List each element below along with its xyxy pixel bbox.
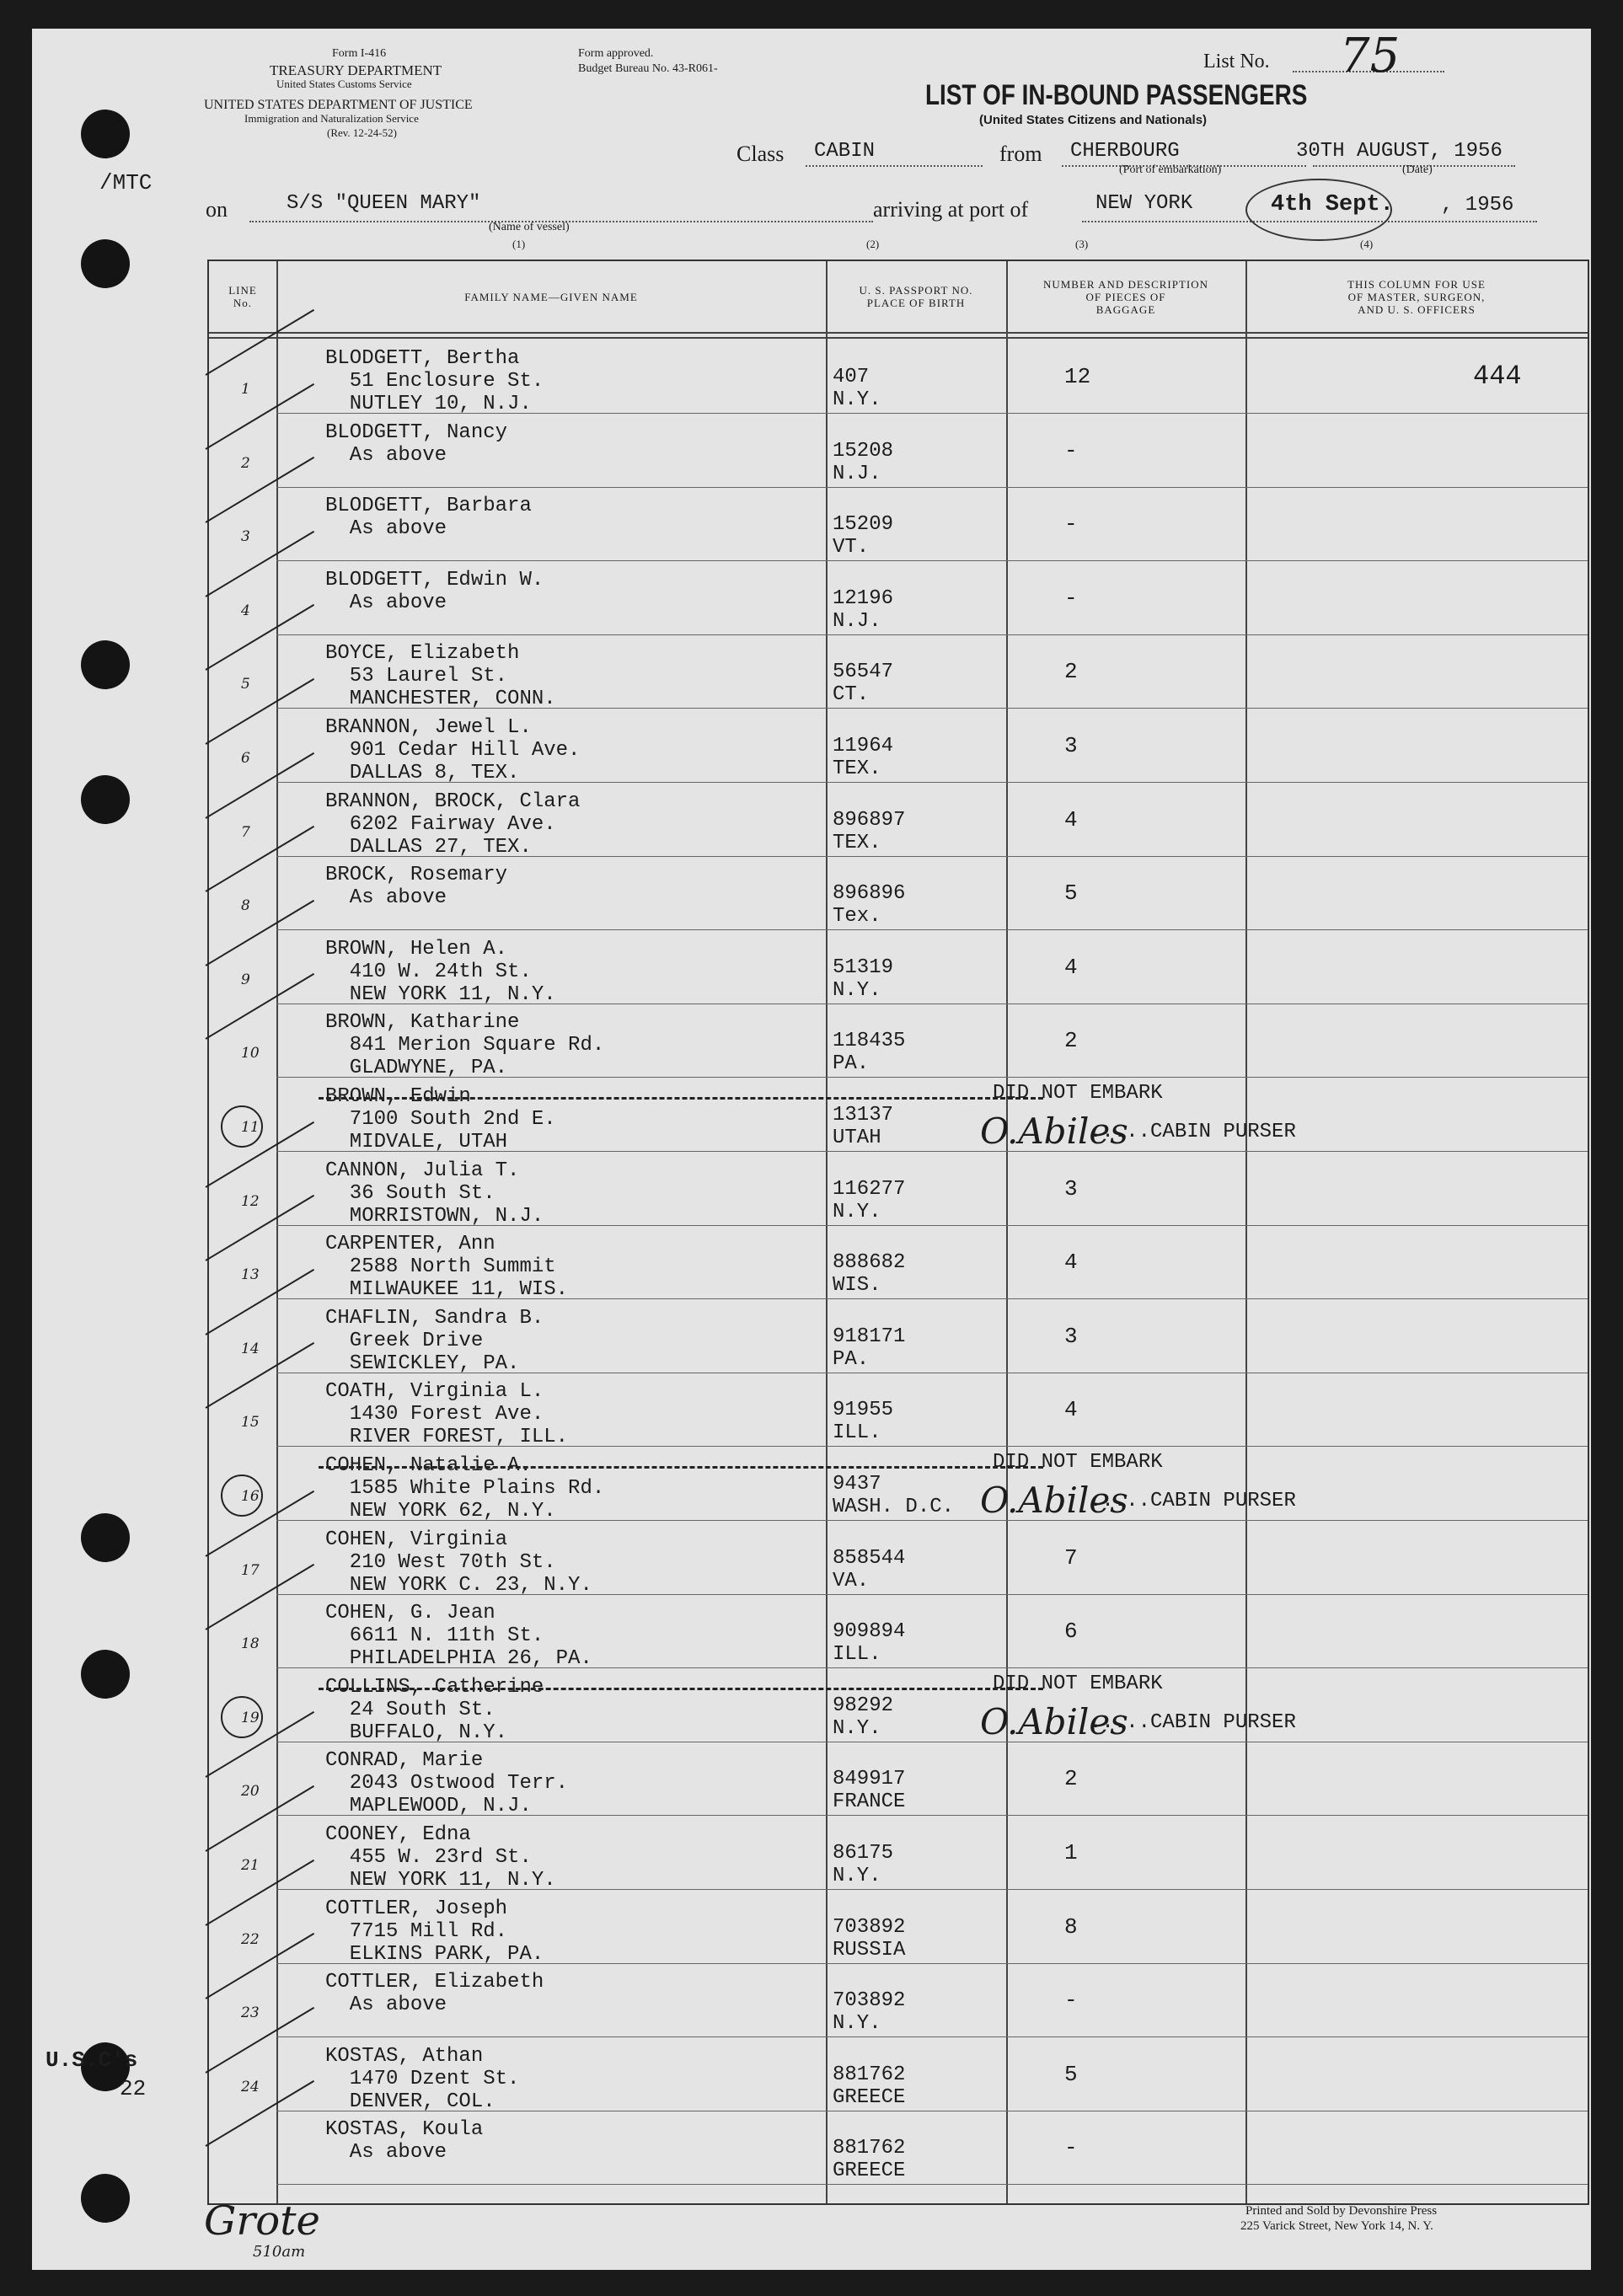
passenger-name: CONRAD, Marie 2043 Ostwood Terr. MAPLEWOOD, N.J. bbox=[325, 1749, 569, 1818]
table-row bbox=[209, 1891, 1588, 1964]
line-number: 23 bbox=[241, 2004, 260, 2022]
table-row bbox=[209, 1226, 1588, 1302]
line-number: 22 bbox=[241, 1930, 260, 1948]
port-value: NEW YORK bbox=[1095, 192, 1193, 215]
passenger-name: COHEN, Natalie A. 1585 White Plains Rd. NEW YORK 62, N.Y. bbox=[325, 1454, 605, 1523]
passport-birthplace: 12196 N.J. bbox=[833, 586, 894, 633]
purser-signature: O.Abiles bbox=[980, 1700, 1128, 1742]
line-number: 16 bbox=[241, 1488, 260, 1505]
passenger-name: BRANNON, BROCK, Clara 6202 Fairway Ave. DALLAS 27, TEX. bbox=[325, 789, 581, 859]
passport-birthplace: 896896 Tex. bbox=[833, 882, 906, 929]
passport-birthplace: 15208 N.J. bbox=[833, 439, 894, 485]
punch-hole bbox=[81, 110, 130, 158]
punch-hole bbox=[81, 239, 130, 288]
passport-birthplace: 9437 WASH. D.C. bbox=[833, 1473, 955, 1518]
class-value: CABIN bbox=[814, 140, 876, 163]
passenger-name: COTTLER, Joseph 7715 Mill Rd. ELKINS PARK, PA. bbox=[325, 1897, 544, 1966]
passport-birthplace: 13137 UTAH bbox=[833, 1104, 894, 1149]
baggage-count: 6 bbox=[1064, 1619, 1078, 1645]
table-row bbox=[209, 709, 1588, 783]
baggage-count: 3 bbox=[1064, 733, 1078, 758]
strike-line bbox=[319, 1097, 1043, 1100]
page-subtitle: (United States Citizens and Nationals) bbox=[979, 113, 1208, 127]
line-number: 12 bbox=[241, 1192, 260, 1210]
passenger-name: BOYCE, Elizabeth 53 Laurel St. MANCHESTER, CONN. bbox=[325, 642, 556, 711]
customs-service: United States Customs Service bbox=[276, 78, 412, 90]
line-number: 8 bbox=[241, 897, 250, 915]
passenger-name: BLODGETT, Barbara As above bbox=[325, 495, 532, 541]
passport-birthplace: 116277 N.Y. bbox=[833, 1177, 906, 1223]
justice-dept: UNITED STATES DEPARTMENT OF JUSTICE bbox=[204, 98, 473, 112]
table-row bbox=[209, 931, 1588, 1004]
table-row bbox=[209, 488, 1588, 561]
table-row bbox=[209, 1742, 1588, 1816]
table-row bbox=[209, 1669, 1588, 1742]
passport-birthplace: 881762 GREECE bbox=[833, 2137, 906, 2183]
line-number: 7 bbox=[241, 823, 250, 841]
table-row bbox=[209, 415, 1588, 488]
table-row bbox=[209, 1817, 1588, 1890]
passenger-name: KOSTAS, Koula As above bbox=[325, 2118, 484, 2165]
line-number: 19 bbox=[241, 1709, 260, 1726]
passport-birthplace: 918171 PA. bbox=[833, 1325, 906, 1371]
line-number: 11 bbox=[241, 1119, 260, 1136]
vessel-caption: (Name of vessel) bbox=[489, 221, 570, 233]
line-number: 15 bbox=[241, 1414, 260, 1432]
table-row bbox=[209, 2038, 1588, 2111]
purser-signature: O.Abiles bbox=[980, 1111, 1128, 1152]
passenger-name: COTTLER, Elizabeth As above bbox=[325, 1971, 544, 2017]
purser-signature: O.Abiles bbox=[980, 1480, 1128, 1521]
passenger-name: COHEN, G. Jean 6611 N. 11th St. PHILADELPHIA 26, PA. bbox=[325, 1602, 592, 1671]
margin-note: /MTC bbox=[99, 170, 153, 195]
passport-birthplace: 888682 WIS. bbox=[833, 1251, 906, 1298]
baggage-count: - bbox=[1064, 1988, 1078, 2014]
col-num-3: (3) bbox=[1075, 238, 1089, 250]
baggage-count: 2 bbox=[1064, 1766, 1078, 1792]
punch-hole bbox=[81, 1513, 130, 1562]
did-not-embark: DID NOT EMBARK bbox=[993, 1672, 1163, 1695]
side-note-count: 22 bbox=[120, 2076, 147, 2101]
baggage-count: 12 bbox=[1064, 364, 1091, 389]
baggage-count: - bbox=[1064, 511, 1078, 538]
passenger-name: BROWN, Katharine 841 Merion Square Rd. GLADWYNE, PA. bbox=[325, 1011, 605, 1080]
line-number: 1 bbox=[241, 381, 250, 398]
did-not-embark: DID NOT EMBARK bbox=[993, 1082, 1163, 1105]
passport-birthplace: 98292 N.Y. bbox=[833, 1694, 894, 1740]
passport-birthplace: 118435 PA. bbox=[833, 1030, 906, 1076]
passenger-name: BROCK, Rosemary As above bbox=[325, 864, 508, 910]
baggage-count: 1 bbox=[1064, 1840, 1078, 1865]
punch-hole bbox=[81, 1650, 130, 1699]
passenger-name: COATH, Virginia L. 1430 Forest Ave. RIVER FOREST, ILL. bbox=[325, 1380, 569, 1449]
from-label: from bbox=[999, 142, 1042, 166]
passenger-name: CHAFLIN, Sandra B. Greek Drive SEWICKLEY, PA. bbox=[325, 1306, 544, 1375]
date-value: 30TH AUGUST, 1956 bbox=[1296, 140, 1502, 163]
form-revision: (Rev. 12-24-52) bbox=[327, 126, 397, 139]
table-row bbox=[209, 784, 1588, 857]
strike-line bbox=[319, 1688, 1043, 1690]
passenger-name: BROWN, Helen A. 410 W. 24th St. NEW YORK 11, N.Y. bbox=[325, 937, 556, 1006]
page-title: LIST OF IN-BOUND PASSENGERS bbox=[925, 79, 1308, 111]
form-approved: Form approved. bbox=[578, 47, 654, 60]
passport-birthplace: 896897 TEX. bbox=[833, 808, 906, 854]
table-row bbox=[209, 635, 1588, 709]
bottom-signature: Grote bbox=[204, 2197, 320, 2245]
baggage-count: 4 bbox=[1064, 1397, 1078, 1423]
cabin-purser: .....CABIN PURSER bbox=[1090, 1710, 1296, 1734]
passport-birthplace: 86175 N.Y. bbox=[833, 1842, 894, 1887]
passport-birthplace: 407 N.Y. bbox=[833, 366, 881, 411]
passenger-name: BRANNON, Jewel L. 901 Cedar Hill Ave. DALLAS 8, TEX. bbox=[325, 716, 581, 784]
arriving-label: arriving at port of bbox=[873, 197, 1029, 222]
passenger-name: COONEY, Edna 455 W. 23rd St. NEW YORK 11, N.Y. bbox=[325, 1823, 556, 1892]
passport-birthplace: 849917 FRANCE bbox=[833, 1768, 906, 1814]
baggage-count: - bbox=[1064, 2135, 1078, 2161]
passenger-name: BLODGETT, Nancy As above bbox=[325, 420, 508, 467]
col-num-4: (4) bbox=[1360, 238, 1374, 250]
arrival-year: , 1956 bbox=[1441, 194, 1514, 217]
from-caption: (Port of embarkation) bbox=[1119, 163, 1222, 176]
passenger-name: CANNON, Julia T. 36 South St. MORRISTOWN, N.J. bbox=[325, 1159, 544, 1228]
baggage-count: 5 bbox=[1064, 880, 1078, 907]
class-label: Class bbox=[737, 142, 785, 166]
line-number: 13 bbox=[241, 1266, 260, 1284]
baggage-count: - bbox=[1064, 437, 1078, 463]
header-name: FAMILY NAME—GIVEN NAME bbox=[464, 290, 638, 303]
passport-birthplace: 703892 N.Y. bbox=[833, 1989, 906, 2036]
vessel-value: S/S "QUEEN MARY" bbox=[287, 192, 481, 215]
passenger-name: BROWN, Edwin 7100 South 2nd E. MIDVALE, UTAH bbox=[325, 1085, 556, 1153]
cabin-purser: .....CABIN PURSER bbox=[1090, 1490, 1296, 1512]
baggage-count: 4 bbox=[1064, 806, 1078, 832]
did-not-embark: DID NOT EMBARK bbox=[993, 1451, 1163, 1474]
passenger-table bbox=[207, 260, 1589, 2205]
passport-birthplace: 703892 RUSSIA bbox=[833, 1915, 906, 1962]
line-number: 9 bbox=[241, 971, 250, 988]
arrival-date: 4th Sept. bbox=[1271, 192, 1394, 217]
arrival-date-circle bbox=[1245, 179, 1392, 241]
row-rule bbox=[276, 2184, 1588, 2185]
officer-note: 444 bbox=[1473, 361, 1522, 392]
passport-birthplace: 51319 N.Y. bbox=[833, 955, 894, 1002]
passenger-name: KOSTAS, Athan 1470 Dzent St. DENVER, COL. bbox=[325, 2044, 520, 2113]
header-rule bbox=[209, 337, 1588, 339]
passenger-name: BLODGETT, Edwin W. As above bbox=[325, 568, 544, 614]
line-circle bbox=[221, 1696, 263, 1738]
line-number: 17 bbox=[241, 1561, 260, 1579]
budget-bureau: Budget Bureau No. 43-R061- bbox=[578, 62, 718, 75]
line-circle bbox=[221, 1474, 263, 1517]
line-number: 2 bbox=[241, 454, 250, 472]
table-row bbox=[209, 1300, 1588, 1373]
printer-line-2: 225 Varick Street, New York 14, N. Y. bbox=[1240, 2219, 1433, 2233]
table-row bbox=[209, 1373, 1588, 1447]
table-row bbox=[209, 1448, 1588, 1521]
side-note: U.S.C's bbox=[46, 2047, 138, 2073]
cabin-purser: .....CABIN PURSER bbox=[1090, 1121, 1296, 1143]
form-number: Form I-416 bbox=[332, 47, 387, 60]
passenger-name: BLODGETT, Bertha 51 Enclosure St. NUTLEY 10, N.J. bbox=[325, 347, 544, 415]
baggage-count: 2 bbox=[1064, 659, 1078, 685]
line-number: 21 bbox=[241, 1857, 260, 1874]
baggage-count: 4 bbox=[1064, 1250, 1078, 1276]
table-row bbox=[209, 340, 1588, 414]
punch-hole bbox=[81, 640, 130, 689]
table-row bbox=[209, 1595, 1588, 1671]
line-number: 24 bbox=[241, 2078, 260, 2095]
line-number: 14 bbox=[241, 1340, 260, 1357]
table-row bbox=[209, 1522, 1588, 1595]
line-number: 20 bbox=[241, 1783, 260, 1801]
passport-birthplace: 56547 CT. bbox=[833, 661, 894, 707]
class-line bbox=[806, 165, 983, 167]
bottom-signature-sub: 510am bbox=[253, 2243, 306, 2261]
passenger-name: COLLINS, Catherine 24 South St. BUFFALO, N.Y. bbox=[325, 1675, 544, 1744]
table-row bbox=[209, 1153, 1588, 1226]
table-row bbox=[209, 562, 1588, 635]
col-num-1: (1) bbox=[512, 238, 526, 250]
baggage-count: 2 bbox=[1064, 1028, 1078, 1054]
line-number: 5 bbox=[241, 676, 250, 693]
header-line-no: LINE No. bbox=[228, 284, 257, 309]
baggage-count: 3 bbox=[1064, 1323, 1078, 1349]
strike-line bbox=[319, 1466, 1043, 1469]
form-page bbox=[32, 29, 1591, 2270]
on-label: on bbox=[206, 197, 228, 222]
table-row bbox=[209, 2111, 1588, 2185]
passport-birthplace: 11964 TEX. bbox=[833, 735, 894, 780]
passenger-name: CARPENTER, Ann 2588 North Summit MILWAUKEE 11, WIS. bbox=[325, 1233, 569, 1302]
header-officers: THIS COLUMN FOR USE OF MASTER, SURGEON, AND U. S. OFFICERS bbox=[1347, 277, 1486, 316]
baggage-count: 8 bbox=[1064, 1913, 1078, 1940]
table-row bbox=[209, 857, 1588, 930]
line-number: 6 bbox=[241, 750, 250, 767]
treasury-dept: TREASURY DEPARTMENT bbox=[270, 62, 442, 78]
passenger-name: COHEN, Virginia 210 West 70th St. NEW YORK C. 23, N.Y. bbox=[325, 1528, 592, 1597]
punch-hole bbox=[81, 2174, 130, 2223]
passport-birthplace: 91955 ILL. bbox=[833, 1399, 894, 1445]
baggage-count: - bbox=[1064, 585, 1078, 611]
passport-birthplace: 881762 GREECE bbox=[833, 2063, 906, 2109]
passport-birthplace: 909894 ILL. bbox=[833, 1620, 906, 1667]
baggage-count: 4 bbox=[1064, 954, 1078, 980]
passport-birthplace: 858544 VA. bbox=[833, 1546, 906, 1592]
ins-service: Immigration and Naturalization Service bbox=[244, 112, 419, 125]
header-rule bbox=[209, 332, 1588, 334]
line-number: 18 bbox=[241, 1635, 260, 1653]
baggage-count: 5 bbox=[1064, 2061, 1078, 2087]
date-caption: (Date) bbox=[1402, 163, 1433, 176]
list-no-label: List No. bbox=[1203, 51, 1270, 72]
baggage-count: 3 bbox=[1064, 1175, 1078, 1202]
header-baggage: NUMBER AND DESCRIPTION OF PIECES OF BAGGAGE bbox=[1042, 277, 1209, 316]
from-value: CHERBOURG bbox=[1070, 140, 1180, 163]
line-number: 3 bbox=[241, 528, 250, 546]
passport-birthplace: 15209 VT. bbox=[833, 513, 894, 559]
punch-hole bbox=[81, 775, 130, 824]
line-number: 10 bbox=[241, 1045, 260, 1062]
baggage-count: 7 bbox=[1064, 1544, 1078, 1571]
line-number: 4 bbox=[241, 602, 250, 619]
list-no-value: 75 bbox=[1340, 29, 1401, 83]
table-row bbox=[209, 1964, 1588, 2037]
col-num-2: (2) bbox=[866, 238, 880, 250]
line-circle bbox=[221, 1105, 263, 1148]
table-row bbox=[209, 1078, 1588, 1152]
header-passport: U. S. PASSPORT NO. PLACE OF BIRTH bbox=[859, 284, 973, 309]
printer-line-1: Printed and Sold by Devonshire Press bbox=[1245, 2204, 1438, 2218]
table-row bbox=[209, 1004, 1588, 1078]
